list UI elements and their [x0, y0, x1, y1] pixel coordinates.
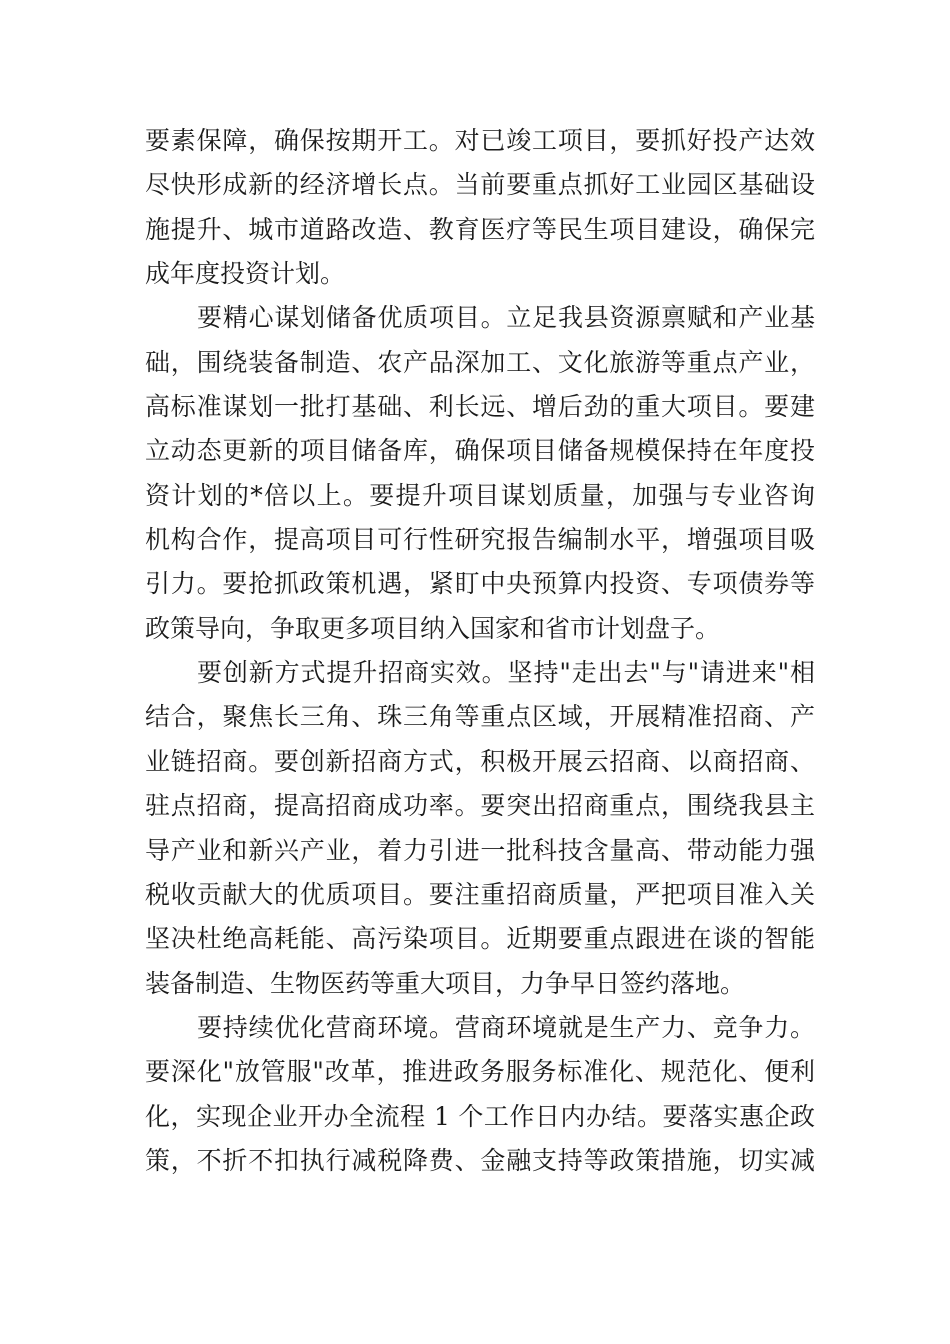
text-line: 资计划的*倍以上。要提升项目谋划质量，加强与专业咨询 — [145, 480, 815, 510]
text-line: 结合，聚焦长三角、珠三角等重点区域，开展精准招商、产 — [145, 702, 815, 732]
text-line: 高标准谋划一批打基础、利长远、增后劲的重大项目。要建 — [145, 392, 815, 422]
text-line: 成年度投资计划。 — [145, 259, 346, 289]
text-line: 装备制造、生物医药等重大项目，力争早日签约落地。 — [145, 968, 746, 998]
text-line: 导产业和新兴产业，着力引进一批科技含量高、带动能力强 — [145, 835, 815, 865]
text-line: 要精心谋划储备优质项目。立足我县资源禀赋和产业基 — [197, 303, 815, 333]
text-line: 施提升、城市道路改造、教育医疗等民生项目建设，确保完 — [145, 214, 815, 244]
text-line: 要素保障，确保按期开工。对已竣工项目，要抓好投产达效 — [145, 126, 815, 155]
text-line: 策，不折不扣执行减税降费、金融支持等政策措施，切实减 — [145, 1145, 815, 1175]
text-line: 要创新方式提升招商实效。坚持"走出去"与"请进来"相 — [197, 658, 815, 688]
text-line: 尽快形成新的经济增长点。当前要重点抓好工业园区基础设 — [145, 170, 815, 200]
text-line: 立动态更新的项目储备库，确保项目储备规模保持在年度投 — [145, 436, 815, 466]
document-body — [145, 119, 815, 1183]
text-line: 础，围绕装备制造、农产品深加工、文化旅游等重点产业， — [145, 347, 815, 377]
text-line: 机构合作，提高项目可行性研究报告编制水平，增强项目吸 — [145, 525, 815, 555]
text-line: 要持续优化营商环境。营商环境就是生产力、竞争力。 — [197, 1012, 815, 1042]
text-line: 驻点招商，提高招商成功率。要突出招商重点，围绕我县主 — [145, 791, 815, 821]
text-line: 业链招商。要创新招商方式，积极开展云招商、以商招商、 — [145, 746, 815, 776]
text-line: 引力。要抢抓政策机遇，紧盯中央预算内投资、专项债券等 — [145, 569, 815, 599]
text-line: 化，实现企业开办全流程 1 个工作日内办结。要落实惠企政 — [145, 1101, 815, 1131]
text-line: 坚决杜绝高耗能、高污染项目。近期要重点跟进在谈的智能 — [145, 924, 815, 954]
text-line: 税收贡献大的优质项目。要注重招商质量，严把项目准入关 — [145, 879, 815, 909]
text-line: 要深化"放管服"改革，推进政务服务标准化、规范化、便利 — [145, 1057, 815, 1087]
text-line: 政策导向，争取更多项目纳入国家和省市计划盘子。 — [145, 613, 721, 643]
